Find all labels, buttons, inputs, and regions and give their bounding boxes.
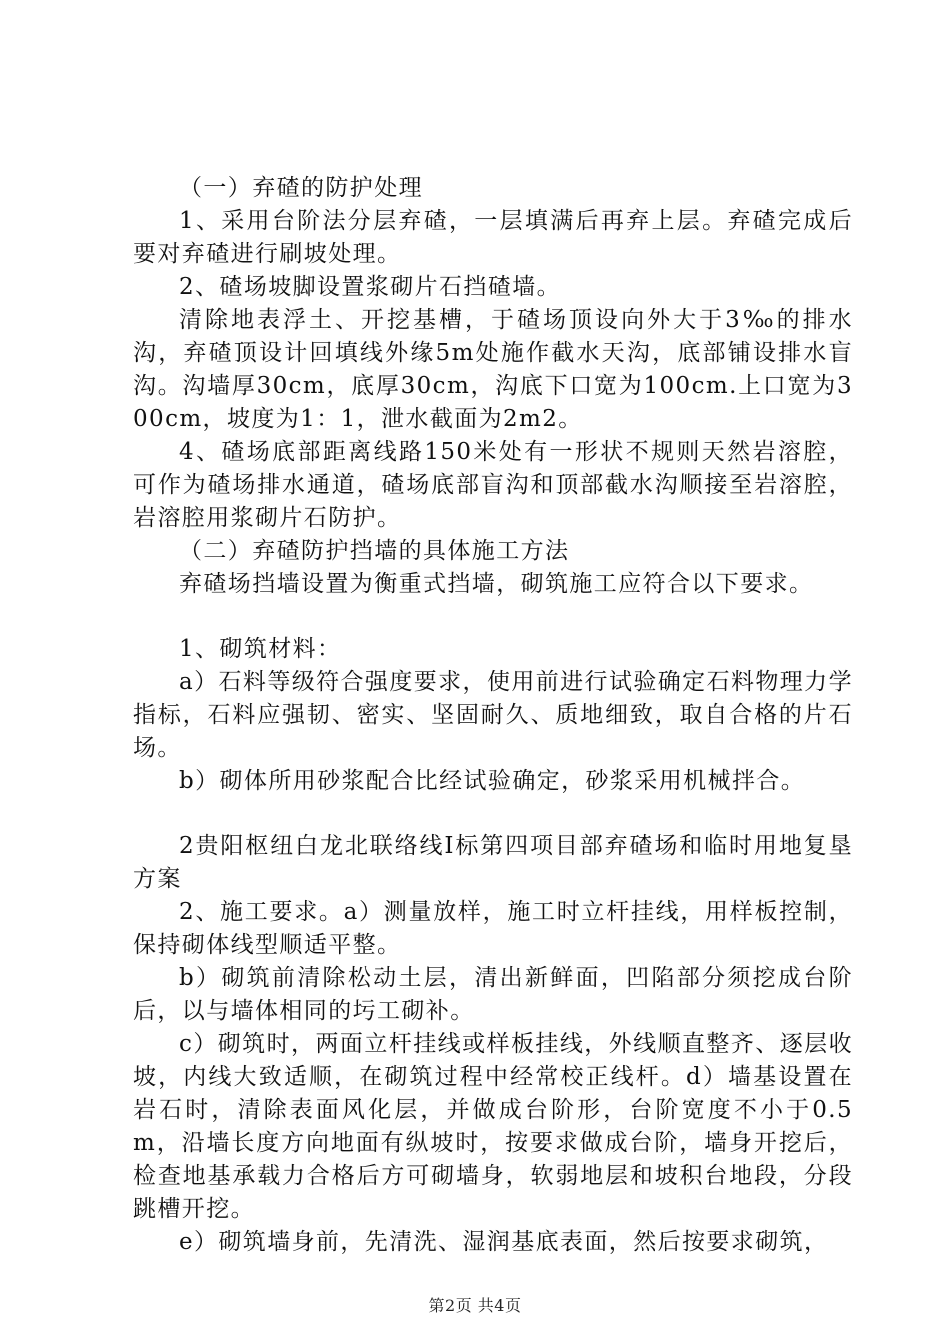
blank-line — [133, 601, 853, 633]
paragraph: 1、采用台阶法分层弃碴，一层填满后再弃上层。弃碴完成后要对弃碴进行刷坡处理。 — [133, 208, 853, 267]
paragraph: 弃碴场挡墙设置为衡重式挡墙，砌筑施工应符合以下要求。 — [179, 571, 814, 597]
blank-line — [133, 798, 853, 830]
paragraph: 4、碴场底部距离线路150米处有一形状不规则天然岩溶腔，可作为碴场排水通道，碴场底部盲沟和顶部截水沟顺接至岩溶腔，岩溶腔用浆砌片石防护。 — [133, 439, 853, 531]
paragraph: 2、施工要求。a）测量放样，施工时立杆挂线，用样板控制，保持砌体线型顺适平整。 — [133, 899, 853, 958]
paragraph: 1、砌筑材料： — [179, 636, 342, 662]
paragraph: e）砌筑墙身前，先清洗、湿润基底表面，然后按要求砌筑， — [179, 1229, 829, 1255]
paragraph: 清除地表浮土、开挖基槽，于碴场顶设向外大于3‰的排水沟，弃碴顶设计回填线外缘5m处施作截水天沟，底部铺设排水盲沟。沟墙厚30cm，底厚30cm，沟底下口宽为100cm.上口宽为300cm，坡度为1：1，泄水截面为2m2。 — [133, 307, 853, 432]
document-body — [133, 172, 853, 1259]
running-title: 2贵阳枢纽白龙北联络线Ⅰ标第四项目部弃碴场和临时用地复垦方案 — [133, 833, 853, 892]
paragraph: b）砌体所用砂浆配合比经试验确定，砂浆采用机械拌合。 — [179, 768, 806, 794]
paragraph: a）石料等级符合强度要求，使用前进行试验确定石料物理力学指标，石料应强韧、密实、坚固耐久、质地细致，取自合格的片石场。 — [133, 669, 853, 761]
section-heading-1: （一）弃碴的防护处理 — [179, 175, 423, 201]
paragraph: c）砌筑时，两面立杆挂线或样板挂线，外线顺直整齐、逐层收坡，内线大致适顺，在砌筑过程中经常校正线杆。d）墙基设置在岩石时，清除表面风化层，并做成台阶形，台阶宽度不小于0.5m，沿墙长度方向地面有纵坡时，按要求做成台阶，墙身开挖后，检查地基承载力合格后方可砌墙身，软弱地层和坡积台地段，分段跳槽开挖。 — [133, 1031, 853, 1222]
page-number-footer: 第2页 共4页 — [428, 1296, 522, 1315]
section-heading-2: （二）弃碴防护挡墙的具体施工方法 — [179, 538, 570, 564]
paragraph: b）砌筑前清除松动土层，清出新鲜面，凹陷部分须挖成台阶后，以与墙体相同的圬工砌补。 — [133, 965, 853, 1024]
paragraph: 2、碴场坡脚设置浆砌片石挡碴墙。 — [179, 274, 562, 300]
